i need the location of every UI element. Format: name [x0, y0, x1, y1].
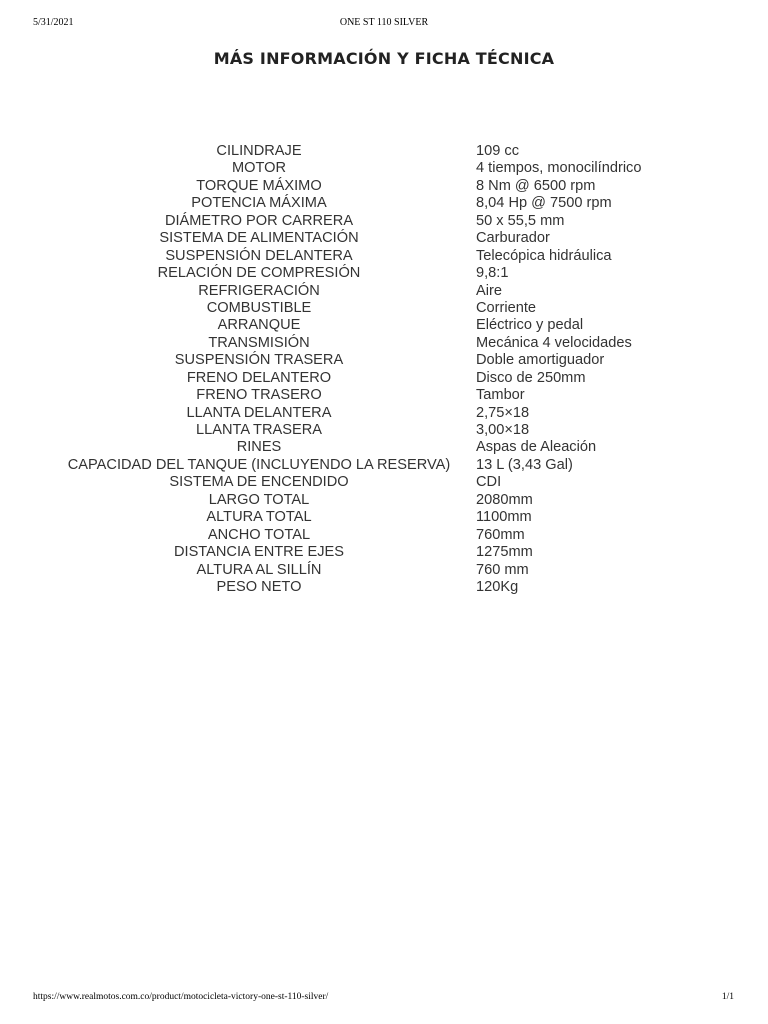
spec-label: TRANSMISIÓN	[208, 334, 310, 351]
spec-label: LLANTA DELANTERA	[186, 404, 332, 421]
spec-row	[0, 474, 768, 491]
spec-value: Aspas de Aleación	[476, 439, 597, 456]
spec-row	[0, 457, 768, 474]
spec-row	[0, 527, 768, 544]
spec-row	[0, 422, 768, 439]
spec-value: 9,8:1	[476, 265, 509, 282]
spec-value: Corriente	[476, 299, 537, 316]
spec-value: 120Kg	[476, 578, 519, 595]
spec-row	[0, 265, 768, 282]
spec-label: ARRANQUE	[217, 317, 301, 334]
spec-value: 760 mm	[476, 561, 529, 578]
spec-label: TORQUE MÁXIMO	[196, 177, 322, 194]
spec-label: CILINDRAJE	[216, 143, 302, 159]
spec-label: SUSPENSIÓN DELANTERA	[165, 247, 353, 264]
spec-label: FRENO DELANTERO	[186, 369, 332, 386]
spec-value: 8,04 Hp @ 7500 rpm	[476, 195, 612, 212]
spec-label: LLANTA TRASERA	[196, 422, 322, 438]
spec-label: FRENO TRASERO	[196, 387, 322, 404]
spec-row	[0, 195, 768, 212]
spec-label: SUSPENSIÓN TRASERA	[174, 352, 344, 369]
print-date: 5/31/2021	[33, 17, 74, 28]
spec-label: ALTURA AL SILLÍN	[196, 561, 322, 578]
spec-row	[0, 579, 768, 596]
spec-label: POTENCIA MÁXIMA	[191, 195, 327, 212]
spec-row	[0, 387, 768, 404]
spec-row	[0, 405, 768, 422]
spec-value: 50 x 55,5 mm	[476, 212, 565, 229]
spec-row	[0, 213, 768, 230]
spec-row	[0, 352, 768, 369]
spec-value: Aire	[476, 282, 502, 299]
spec-label: PESO NETO	[216, 578, 302, 595]
spec-value: 13 L (3,43 Gal)	[476, 456, 573, 473]
spec-row	[0, 230, 768, 247]
spec-value: 2,75×18	[476, 404, 530, 421]
spec-label: ALTURA TOTAL	[206, 509, 312, 526]
spec-row	[0, 178, 768, 195]
spec-value: 1100mm	[476, 509, 532, 526]
spec-label: REFRIGERACIÓN	[198, 282, 320, 299]
spec-value: 760mm	[476, 526, 525, 543]
spec-value: Carburador	[476, 230, 550, 247]
spec-table	[0, 143, 768, 596]
spec-row	[0, 317, 768, 334]
spec-row	[0, 283, 768, 300]
spec-value: 8 Nm @ 6500 rpm	[476, 177, 596, 194]
print-title: ONE ST 110 SILVER	[339, 17, 429, 28]
spec-value: CDI	[476, 474, 502, 491]
spec-value: 3,00×18	[476, 422, 530, 438]
spec-row	[0, 160, 768, 177]
spec-label: SISTEMA DE ENCENDIDO	[169, 474, 349, 491]
spec-label: CAPACIDAD DEL TANQUE (INCLUYENDO LA RESERVA)	[67, 456, 451, 473]
spec-row	[0, 248, 768, 265]
spec-value: Tambor	[476, 387, 525, 404]
spec-row	[0, 370, 768, 387]
spec-row	[0, 492, 768, 509]
page-title: MÁS INFORMACIÓN Y FICHA TÉCNICA	[213, 49, 555, 68]
spec-label: RELACIÓN DE COMPRESIÓN	[157, 265, 361, 282]
spec-value: 109 cc	[476, 143, 519, 159]
spec-value: Mecánica 4 velocidades	[476, 334, 632, 351]
spec-row	[0, 439, 768, 456]
spec-label: MOTOR	[231, 160, 287, 177]
spec-value: Disco de 250mm	[476, 369, 586, 386]
spec-label: DISTANCIA ENTRE EJES	[173, 544, 345, 561]
page-number: 1/1	[721, 992, 734, 1002]
spec-label: RINES	[236, 439, 282, 456]
page-url-link[interactable]: https://www.realmotos.com.co/product/motocicleta-victory-one-st-110-silver/	[33, 992, 329, 1002]
spec-label: COMBUSTIBLE	[206, 299, 312, 316]
print-header	[0, 17, 768, 33]
spec-label: DIÁMETRO POR CARRERA	[164, 212, 354, 229]
spec-row	[0, 509, 768, 526]
spec-row	[0, 300, 768, 317]
spec-label: SISTEMA DE ALIMENTACIÓN	[159, 230, 359, 247]
print-footer	[0, 992, 768, 1006]
spec-label: LARGO TOTAL	[208, 491, 310, 508]
spec-row	[0, 562, 768, 579]
spec-row	[0, 335, 768, 352]
spec-label: ANCHO TOTAL	[207, 526, 311, 543]
spec-row	[0, 544, 768, 561]
spec-value: Eléctrico y pedal	[476, 317, 584, 334]
spec-value: Doble amortiguador	[476, 352, 605, 369]
spec-value: 4 tiempos, monocilíndrico	[476, 160, 642, 177]
spec-row	[0, 143, 768, 160]
spec-value: 1275mm	[476, 544, 533, 561]
spec-value: 2080mm	[476, 491, 533, 508]
spec-value: Telecópica hidráulica	[476, 247, 612, 264]
